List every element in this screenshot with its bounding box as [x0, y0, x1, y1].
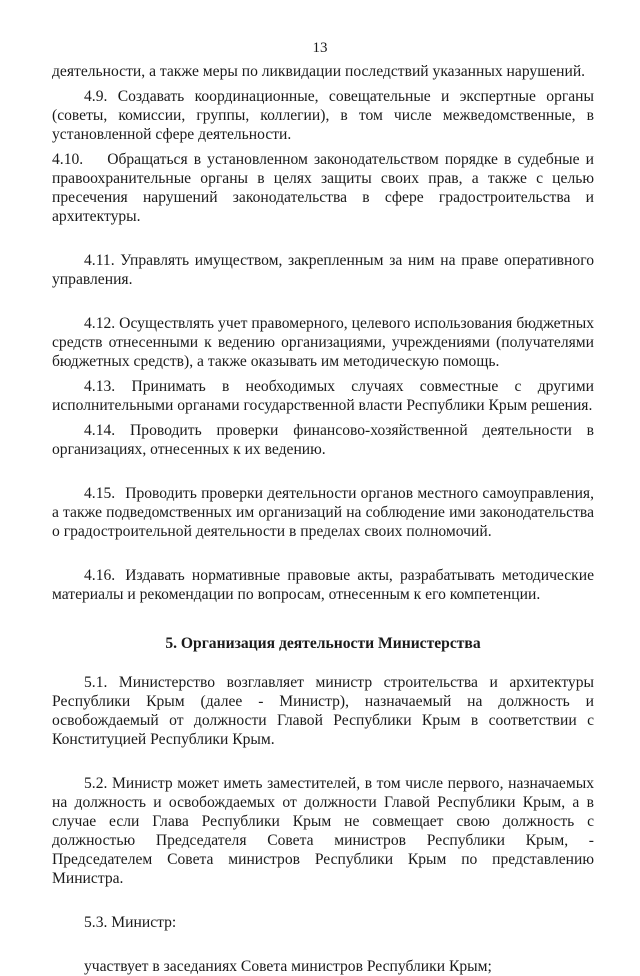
paragraph-4-16: [52, 566, 594, 604]
paragraph-4-16-number: 4.16.: [84, 567, 116, 584]
paragraph-4-15-text: Проводить проверки деятельности органов местного самоуправления, а также подведомственных им организаций на соблюдение ими законодательства о градостроительной деятельности в пределах своих полномочий.: [52, 485, 594, 540]
paragraph-4-15: [52, 484, 594, 541]
paragraph-4-10-text: Обращаться в установленном законодательством порядке в судебные и правоохранительные органы в целях защиты своих прав, а также с целью пресечения нарушений законодательства в сфере градостроительства и архитектуры.: [52, 151, 594, 225]
paragraph-5-3-item: участвует в заседаниях Совета министров Республики Крым;: [84, 958, 492, 975]
section-5-heading: 5. Организация деятельности Министерства: [165, 635, 481, 652]
paragraph-4-16-text: Издавать нормативные правовые акты, разрабатывать методические материалы и рекомендации по вопросам, отнесенным к его компетенции.: [52, 567, 594, 603]
paragraph-4-9: 4.9. Создавать координационные, совещательные и экспертные органы (советы, комиссии, группы, коллегии), в том числе межведомственные, в установленной сфере деятельности.: [52, 88, 594, 143]
page-number: 13: [312, 40, 328, 56]
paragraph-4-11: 4.11. Управлять имуществом, закрепленным за ним на праве оперативного управления.: [52, 252, 594, 288]
paragraph-5-3: 5.3. Министр:: [84, 914, 177, 931]
paragraph-4-10-number: 4.10.: [52, 151, 84, 168]
paragraph-continuation: деятельности, а также меры по ликвидации последствий указанных нарушений.: [52, 63, 586, 80]
paragraph-4-13: 4.13. Принимать в необходимых случаях совместные с другими исполнительными органами государственной власти Республики Крым решения.: [52, 378, 594, 414]
paragraph-4-10: [52, 150, 594, 226]
document-body: [52, 62, 594, 976]
paragraph-5-1: 5.1. Министерство возглавляет министр строительства и архитектуры Республики Крым (далее - Министр), назначаемый на должность и освобождаемый от должности Главой Республики Крым в соответствии с Конституцией Республики Крым.: [52, 674, 594, 748]
paragraph-5-2: 5.2. Министр может иметь заместителей, в том числе первого, назначаемых на должность и освобождаемых от должности Главой Республики Крым, а в случае если Глава Республики Крым не совмещает свою должность с должностью Председателя Совета министров Республики Крым, - Председателем Совета министров Республики Крым по представлению Министра.: [52, 775, 594, 887]
paragraph-4-12: 4.12. Осуществлять учет правомерного, целевого использования бюджетных средств отнесенными к ведению организациями, учреждениями (получателями бюджетных средств), а также оказывать им методическую помощь.: [52, 315, 594, 370]
paragraph-4-15-number: 4.15.: [84, 485, 116, 502]
paragraph-4-14: 4.14. Проводить проверки финансово-хозяйственной деятельности в организациях, отнесенных к их ведению.: [52, 422, 594, 458]
